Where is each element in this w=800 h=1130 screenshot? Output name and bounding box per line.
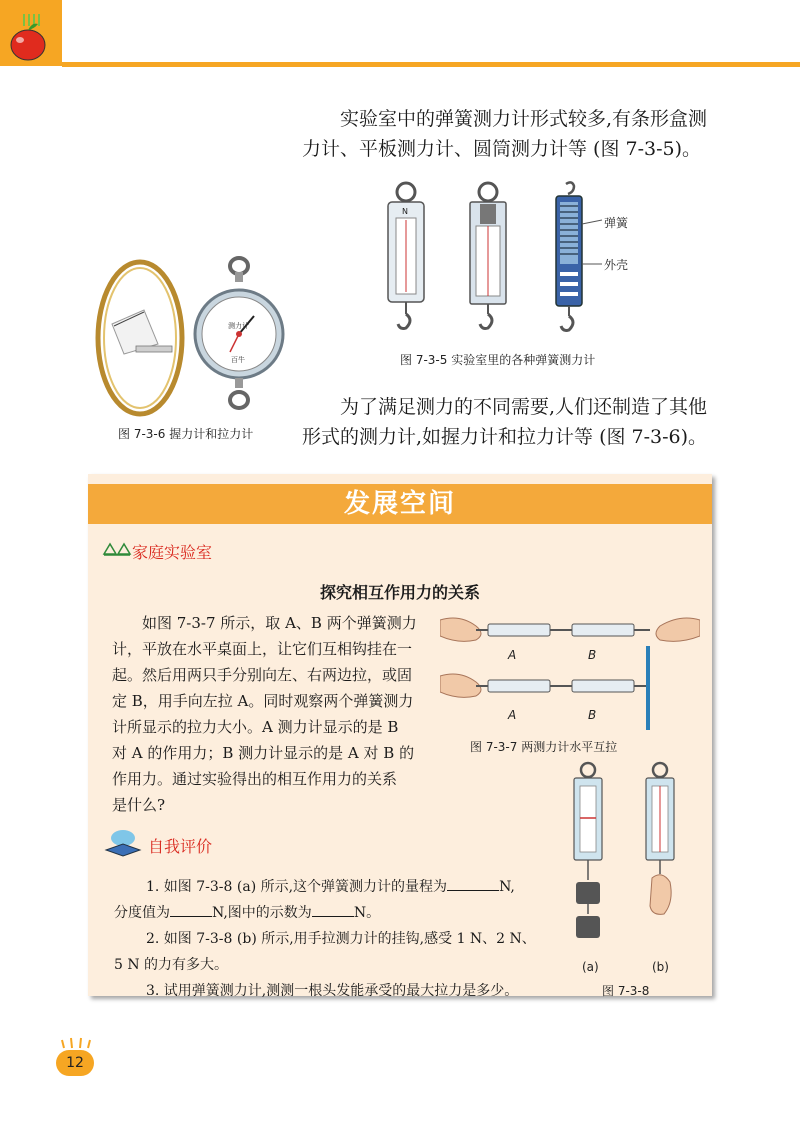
label-shell: 外壳 (604, 258, 629, 272)
exp-line-6: 对 A 的作用力；B 测力计显示的是 A 对 B 的 (112, 744, 415, 762)
exp-line-4: 定 B，用手向左拉 A。同时观察两个弹簧测力 (112, 692, 414, 710)
q3-line: 3. 试用弹簧测力计,测测一根头发能承受的最大拉力是多少。 (146, 983, 519, 999)
page-number-badge (56, 1042, 96, 1078)
hands-pulling-row (440, 618, 700, 641)
figure-7-3-5-caption: 图 7-3-5 实验室里的各种弹簧测力计 (400, 353, 596, 367)
hand-and-wall-row (440, 646, 650, 730)
page-number: 12 (66, 1055, 84, 1071)
q2-line-1: 2. 如图 7-3-8 (b) 所示,用手拉测力计的挂钩,感受 1 N、2 N、 (146, 931, 536, 947)
cylinder-spring-scale (556, 182, 602, 330)
paragraph-2 (302, 392, 722, 452)
q1-blank-division (170, 902, 212, 917)
q1-text-e: N。 (353, 905, 381, 921)
grip-dynamometer (98, 262, 182, 414)
q1-text-b: N, (499, 879, 515, 895)
figure-7-3-8 (566, 760, 696, 956)
development-panel (88, 474, 712, 999)
experiment-title: 探究相互作用力的关系 (319, 583, 480, 602)
fig737-label-b-top: B (588, 648, 597, 662)
header-logo-box (0, 0, 62, 66)
figure-7-3-8-caption: 图 7-3-8 (602, 984, 650, 998)
paragraph-1 (302, 104, 722, 164)
figure-7-3-6 (94, 254, 290, 420)
scale1-letter: N (402, 207, 408, 216)
section-home-lab: 家庭实验室 (132, 543, 213, 562)
exp-line-8: 是什么? (112, 796, 166, 814)
q1-text-c: 分度值为 (114, 905, 170, 921)
question-1 (114, 874, 574, 1004)
q1-blank-reading (312, 902, 354, 917)
apple-icon (6, 14, 56, 64)
fig738-label-b: (b) (652, 960, 669, 974)
q1-blank-range (447, 876, 499, 891)
fig737-label-b-bottom: B (588, 708, 597, 722)
page-header (0, 0, 800, 66)
pull-dynamometer (195, 258, 283, 408)
panel-title: 发展空间 (343, 489, 456, 519)
exp-line-7: 作用力。通过实验得出的相互作用力的关系 (112, 770, 398, 788)
q1-text-a: 1. 如图 7-3-8 (a) 所示,这个弹簧测力计的量程为 (146, 879, 448, 895)
figure-7-3-6-caption: 图 7-3-6 握力计和拉力计 (118, 427, 254, 441)
book-icon (104, 828, 142, 858)
q1-text-d: N,图中的示数为 (212, 905, 312, 921)
sparkle-icon (58, 1036, 94, 1050)
scale-with-hand (646, 763, 674, 914)
para1-line1: 实验室中的弹簧测力计形式较多,有条形盒测 (340, 108, 708, 130)
flat-spring-scale (470, 183, 506, 329)
scale-balance-icon (102, 540, 132, 558)
figure-7-3-7 (440, 610, 700, 730)
para2-line2: 形式的测力计,如握力计和拉力计等 (图 7-3-6)。 (302, 426, 708, 448)
dial-unit: 百牛 (231, 356, 245, 364)
exp-line-3: 起。然后用两只手分别向左、右两边拉，或固 (112, 666, 413, 684)
exp-line-2: 计，平放在水平桌面上，让它们互相钩挂在一 (112, 640, 413, 658)
exp-line-5: 计所显示的拉力大小。A 测力计显示的是 B (112, 718, 399, 736)
fig738-label-a: (a) (582, 960, 599, 974)
scale-with-weights (574, 763, 602, 938)
exp-line-1: 如图 7-3-7 所示，取 A、B 两个弹簧测力 (142, 614, 417, 632)
fig737-label-a-top: A (508, 648, 517, 662)
experiment-text (112, 610, 442, 818)
para1-line2: 力计、平板测力计、圆筒测力计等 (图 7-3-5)。 (302, 138, 702, 160)
label-spring: 弹簧 (604, 216, 629, 230)
box-spring-scale (388, 183, 424, 329)
para2-line1: 为了满足测力的不同需要,人们还制造了其他 (340, 396, 708, 418)
q2-line-2: 5 N 的力有多大。 (114, 957, 229, 973)
fig737-label-a-bottom: A (508, 708, 517, 722)
header-line (62, 62, 800, 67)
figure-7-3-7-caption: 图 7-3-7 两测力计水平互拉 (470, 740, 618, 754)
dial-text: 测力计 (228, 322, 249, 330)
section-self-evaluation: 自我评价 (148, 837, 213, 856)
